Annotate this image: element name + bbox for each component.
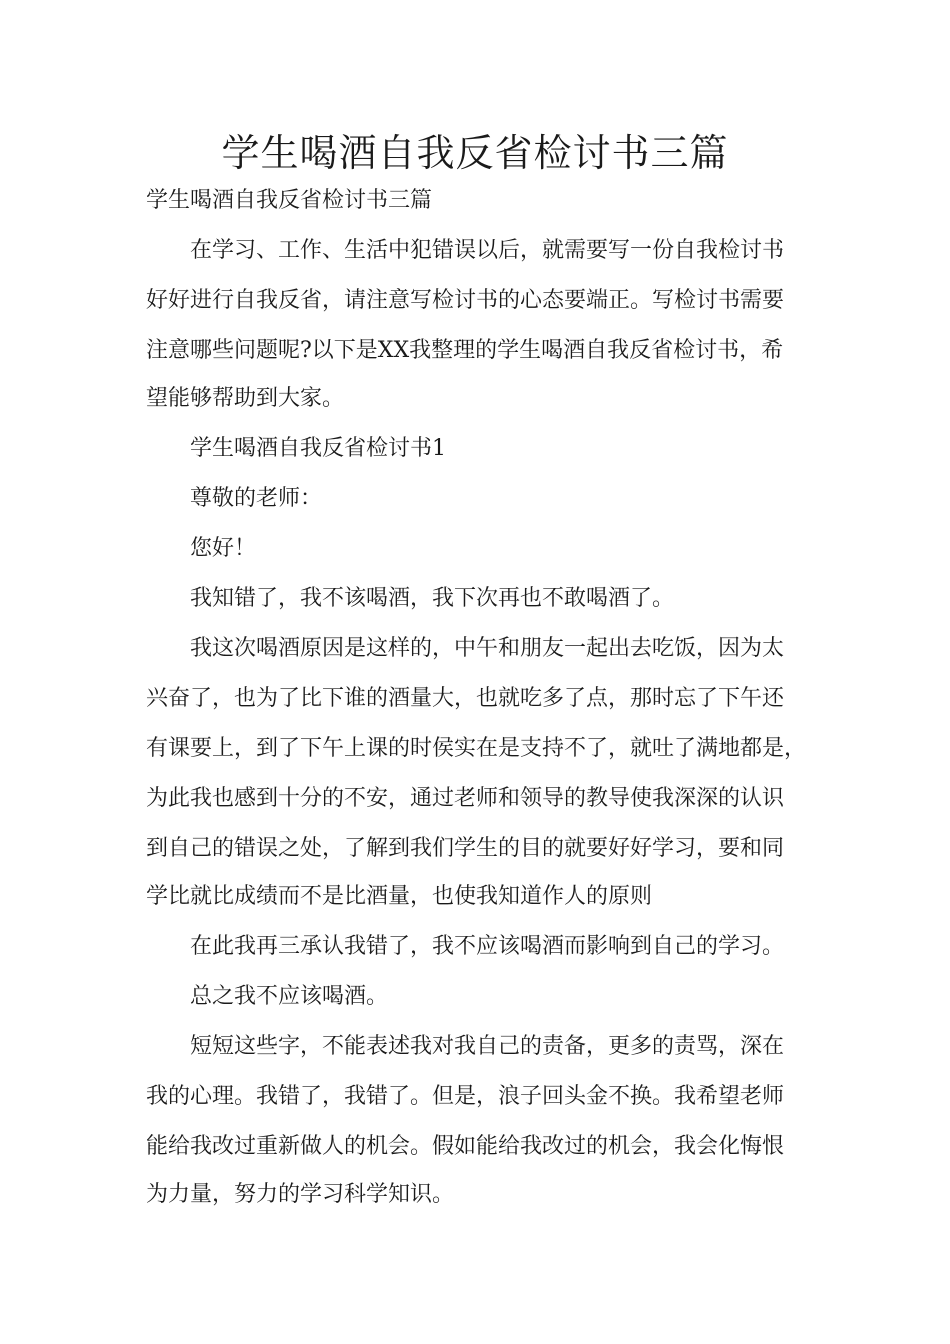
body-line: 好好进行自我反省，请注意写检讨书的心态要端正。写检讨书需要 (146, 288, 785, 313)
greeting: 您好！ (190, 536, 257, 561)
body-line: 短短这些字，不能表述我对我自己的责备，更多的责骂，深在 (190, 1034, 785, 1059)
body-line: 我这次喝酒原因是这样的，中午和朋友一起出去吃饭，因为太 (190, 636, 785, 661)
body-line: 能给我改过重新做人的机会。假如能给我改过的机会，我会化悔恨 (146, 1134, 785, 1159)
salutation: 尊敬的老师： (190, 486, 323, 511)
body-line: 为力量，努力的学习科学知识。 (146, 1182, 455, 1207)
document-title: 学生喝酒自我反省检讨书三篇 (221, 131, 729, 175)
body-line: 总之我不应该喝酒。 (190, 984, 389, 1009)
body-line: 有课要上，到了下午上课的时侯实在是支持不了，就吐了满地都是， (146, 736, 807, 761)
body-line: 在学习、工作、生活中犯错误以后，就需要写一份自我检讨书 (190, 238, 785, 263)
body-line: 我的心理。我错了，我错了。但是，浪子回头金不换。我希望老师 (146, 1084, 785, 1109)
section-heading: 学生喝酒自我反省检讨书1 (190, 436, 446, 461)
body-line: 兴奋了，也为了比下谁的酒量大，也就吃多了点，那时忘了下午还 (146, 686, 785, 711)
body-line: 我知错了，我不该喝酒，我下次再也不敢喝酒了。 (190, 586, 675, 611)
subtitle-line: 学生喝酒自我反省检讨书三篇 (146, 188, 433, 213)
body-line: 到自己的错误之处，了解到我们学生的目的就要好好学习，要和同 (146, 836, 785, 861)
body-line: 学比就比成绩而不是比酒量，也使我知道作人的原则 (146, 884, 653, 909)
body-line: 为此我也感到十分的不安，通过老师和领导的教导使我深深的认识 (146, 786, 785, 811)
body-line: 望能够帮助到大家。 (146, 386, 345, 411)
body-line: 在此我再三承认我错了，我不应该喝酒而影响到自己的学习。 (190, 934, 785, 959)
body-line: 注意哪些问题呢?以下是XX我整理的学生喝酒自我反省检讨书，希 (146, 338, 784, 363)
